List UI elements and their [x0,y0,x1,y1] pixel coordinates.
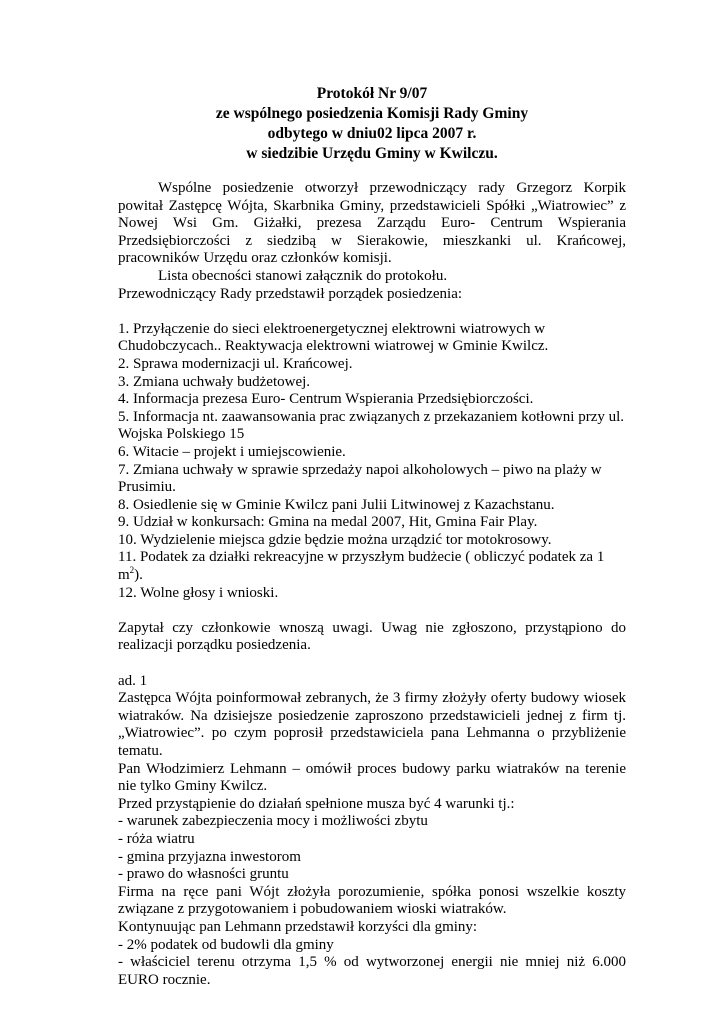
ad1-paragraph-3: Przed przystąpienie do działań spełnione musza być 4 warunki tj.: [118,795,515,812]
agenda-list [118,321,626,603]
title-line-3: odbytego w dniu02 lipca 2007 r. [267,125,477,142]
agenda-item-5: 5. Informacja nt. zaawansowania prac związanych z przekazaniem kotłowni przy ul. Wojska Polskiego 15 [118,408,625,443]
agenda-item-11-text: 11. Podatek za działki rekreacyjne w przyszłym budżecie ( obliczyć podatek za 1 m [118,549,605,584]
condition-item: - gmina przyjazna inwestorom [118,848,301,865]
ad1-label: ad. 1 [118,672,148,689]
agenda-item-2: 2. Sprawa modernizacji ul. Krańcowej. [118,355,353,372]
benefit-item: - właściciel terenu otrzyma 1,5 % od wytworzonej energii nie mniej niż 6.000 EURO rocznie. [118,954,626,988]
benefit-item: - 2% podatek od budowli dla gminy [118,936,334,953]
condition-item: - warunek zabezpieczenia mocy i możliwości zbytu [118,813,428,830]
agenda-item-8: 8. Osiedlenie się w Gminie Kwilcz pani Julii Litwinowej z Kazachstanu. [118,496,555,513]
agenda-item-11 [118,549,626,584]
title-line-2: ze wspólnego posiedzenia Komisji Rady Gminy [215,105,529,122]
remarks-paragraph: Zapytał czy członkowie wnoszą uwagi. Uwag nie zgłoszono, przystąpiono do realizacji porządku posiedzenia. [118,619,626,654]
ad1-paragraph-5: Kontynuując pan Lehmann przedstawił korzyści dla gminy: [118,918,478,935]
agenda-item-12: 12. Wolne głosy i wnioski. [118,584,279,601]
spacer [118,602,626,620]
ad1-paragraph-1: Zastępca Wójta poinformował zebranych, że 3 firmy złożyły oferty budowy wiosek wiatraków. Na dzisiejsze posiedzenie zaproszono przedstawicieli jednej z firm tj. „Wiatrowiec”. po czym poprosił przedstawiciela pana Lehmanna o przybliżenie tematu. [118,690,626,759]
ad1-paragraph-4: Firma na ręce pani Wójt złożyła porozumienie, spółka ponosi wszelkie koszty związane z przygotowaniem i pobudowaniem wioski wiatraków. [118,883,626,918]
agenda-item-1: 1. Przyłączenie do sieci elektroenergetycznej elektrowni wiatrowych w Chudobczycach.. Reaktywacja elektrowni wiatrowej w Gminie Kwilcz. [118,320,549,355]
agenda-item-10: 10. Wydzielenie miejsca gdzie będzie można urządzić tor motokrosowy. [118,531,552,548]
attendance-note: Lista obecności stanowi załącznik do protokołu. [158,267,448,284]
spacer [118,655,626,673]
agenda-item-11-end: ). [134,567,143,584]
agenda-item-7: 7. Zmiana uchwały w sprawie sprzedaży napoi alkoholowych – piwo na plaży w Prusimiu. [118,461,602,496]
spacer [118,303,626,321]
condition-item: - prawo do własności gruntu [118,866,289,883]
agenda-item-6: 6. Witacie – projekt i umiejscowienie. [118,443,346,460]
document-page [118,84,626,989]
title-line-1: Protokół Nr 9/07 [316,85,428,102]
condition-item: - róża wiatru [118,830,195,847]
agenda-item-3: 3. Zmiana uchwały budżetowej. [118,373,311,390]
document-title [118,84,626,164]
ad1-paragraph-2: Pan Włodzimierz Lehmann – omówił proces budowy parku wiatraków na terenie nie tylko Gminy Kwilcz. [118,760,626,795]
benefits-list [118,937,626,990]
agenda-item-4: 4. Informacja prezesa Euro- Centrum Wspierania Przedsiębiorczości. [118,391,534,408]
title-line-4: w siedzibie Urzędu Gminy w Kwilczu. [246,145,498,162]
agenda-item-9: 9. Udział w konkursach: Gmina na medal 2007, Hit, Gmina Fair Play. [118,514,538,531]
conditions-list [118,813,626,883]
agenda-intro: Przewodniczący Rady przedstawił porządek posiedzenia: [118,285,463,302]
intro-paragraph: Wspólne posiedzenie otworzył przewodniczący rady Grzegorz Korpik powitał Zastępcę Wójta, Skarbnika Gminy, przedstawicieli Spółki „Wiatrowiec” z Nowej Wsi Gm. Giżałki, prezesa Zarządu Euro- Centrum Wspierania Przedsiębiorczości z siedzibą w Sierakowie, mieszkanki ul. Krańcowej, pracowników Urzędu oraz członków komisji. [118,180,626,267]
spacer [118,164,626,180]
agenda-item-11-sup: 2 [129,565,135,576]
